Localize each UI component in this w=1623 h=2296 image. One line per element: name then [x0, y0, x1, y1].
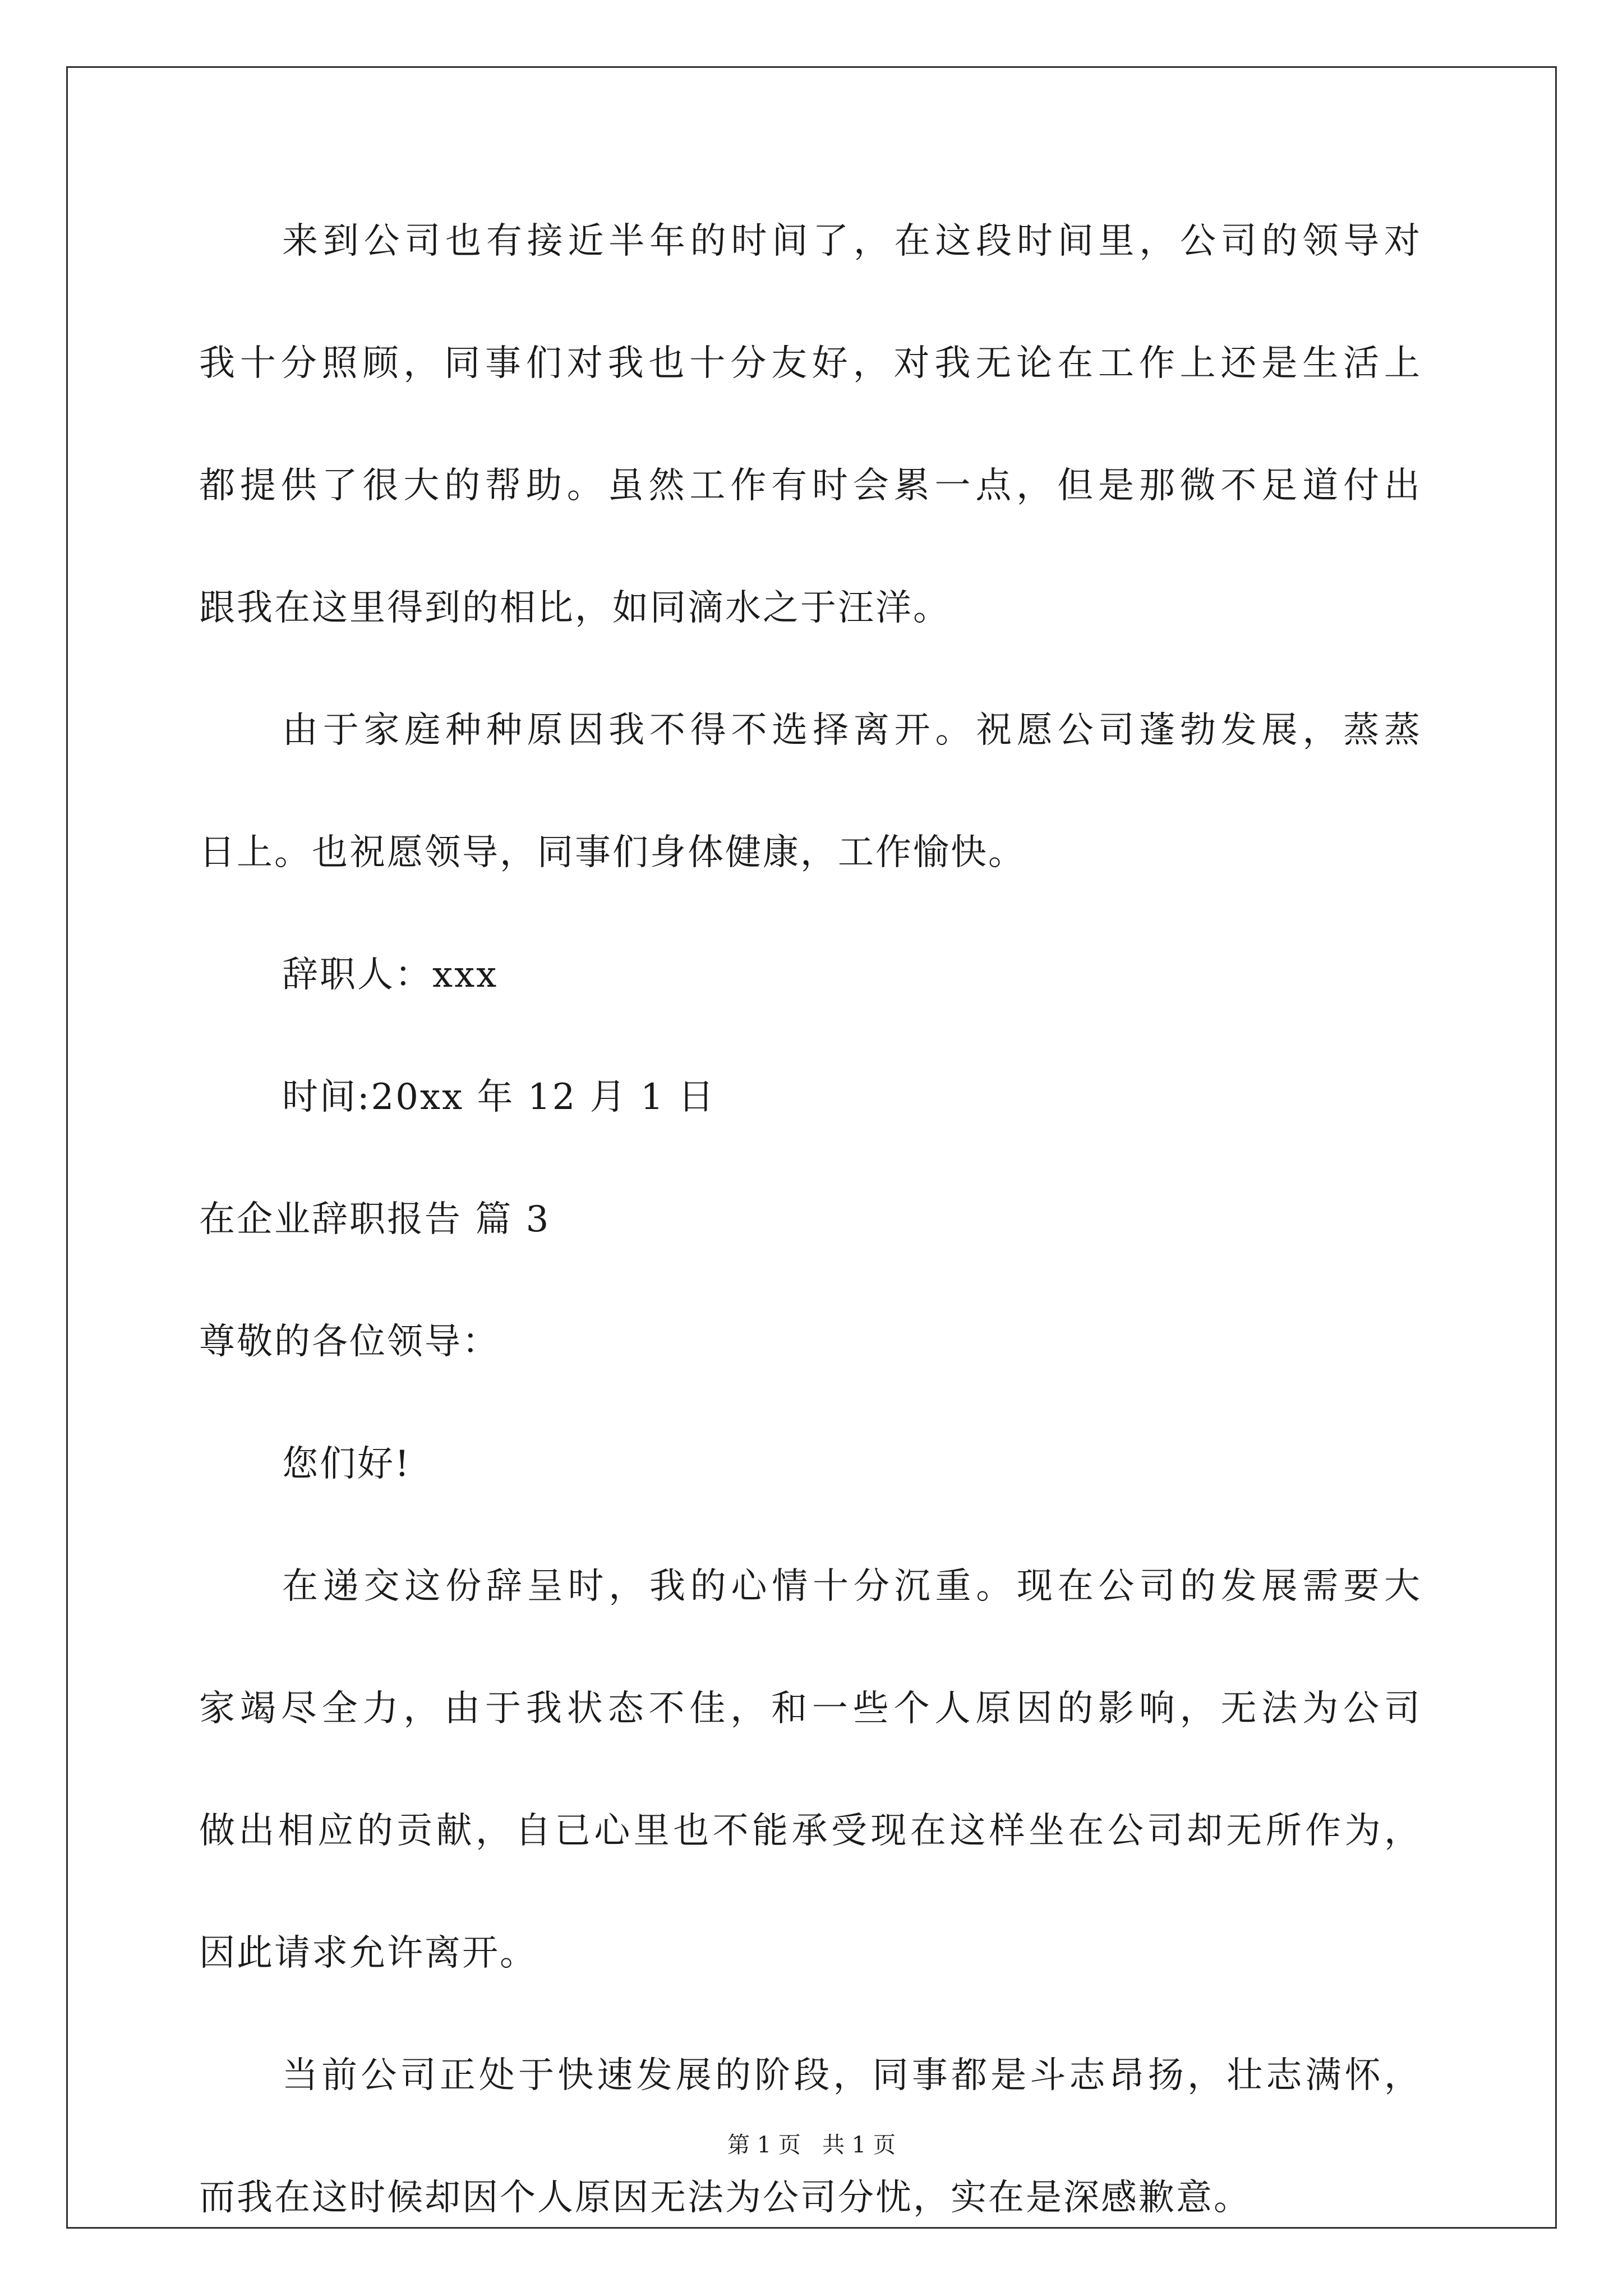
page-number-footer: 第 1 页 共 1 页 [727, 2132, 896, 2158]
paragraph-line: 跟我在这里得到的相比，如同滴水之于汪洋。 [199, 587, 951, 629]
paragraph-line: 在递交这份辞呈时，我的心情十分沉重。现在公司的发展需要大 [282, 1566, 1422, 1607]
salutation: 尊敬的各位领导： [199, 1321, 500, 1363]
paragraph-line: 日上。也祝愿领导，同事们身体健康，工作愉快。 [199, 832, 1026, 873]
paragraph-line: 家竭尽全力，由于我状态不佳，和一些个人原因的影响，无法为公司 [199, 1688, 1422, 1729]
page-border [66, 66, 1557, 2229]
greeting: 您们好! [282, 1443, 411, 1485]
paragraph-line: 来到公司也有接近半年的时间了，在这段时间里，公司的领导对 [282, 220, 1422, 262]
paragraph-line: 做出相应的贡献，自已心里也不能承受现在这样坐在公司却无所作为， [199, 1810, 1422, 1852]
paragraph-line: 由于家庭种种原因我不得不选择离开。祝愿公司蓬勃发展，蒸蒸 [282, 710, 1422, 751]
signature-line: 辞职人：xxx [282, 954, 499, 996]
paragraph-line: 我十分照顾，同事们对我也十分友好，对我无论在工作上还是生活上 [199, 343, 1422, 384]
paragraph-line: 因此请求允许离开。 [199, 1932, 537, 1974]
date-line: 时间:20xx 年 12 月 1 日 [282, 1076, 716, 1118]
paragraph-line: 当前公司正处于快速发展的阶段，同事都是斗志昂扬，壮志满怀， [282, 2055, 1422, 2096]
paragraph-line: 而我在这时候却因个人原因无法为公司分忧，实在是深感歉意。 [199, 2177, 1251, 2219]
paragraph-line: 都提供了很大的帮助。虽然工作有时会累一点，但是那微不足道付出 [199, 465, 1422, 507]
section-heading: 在企业辞职报告 篇 3 [199, 1199, 551, 1240]
